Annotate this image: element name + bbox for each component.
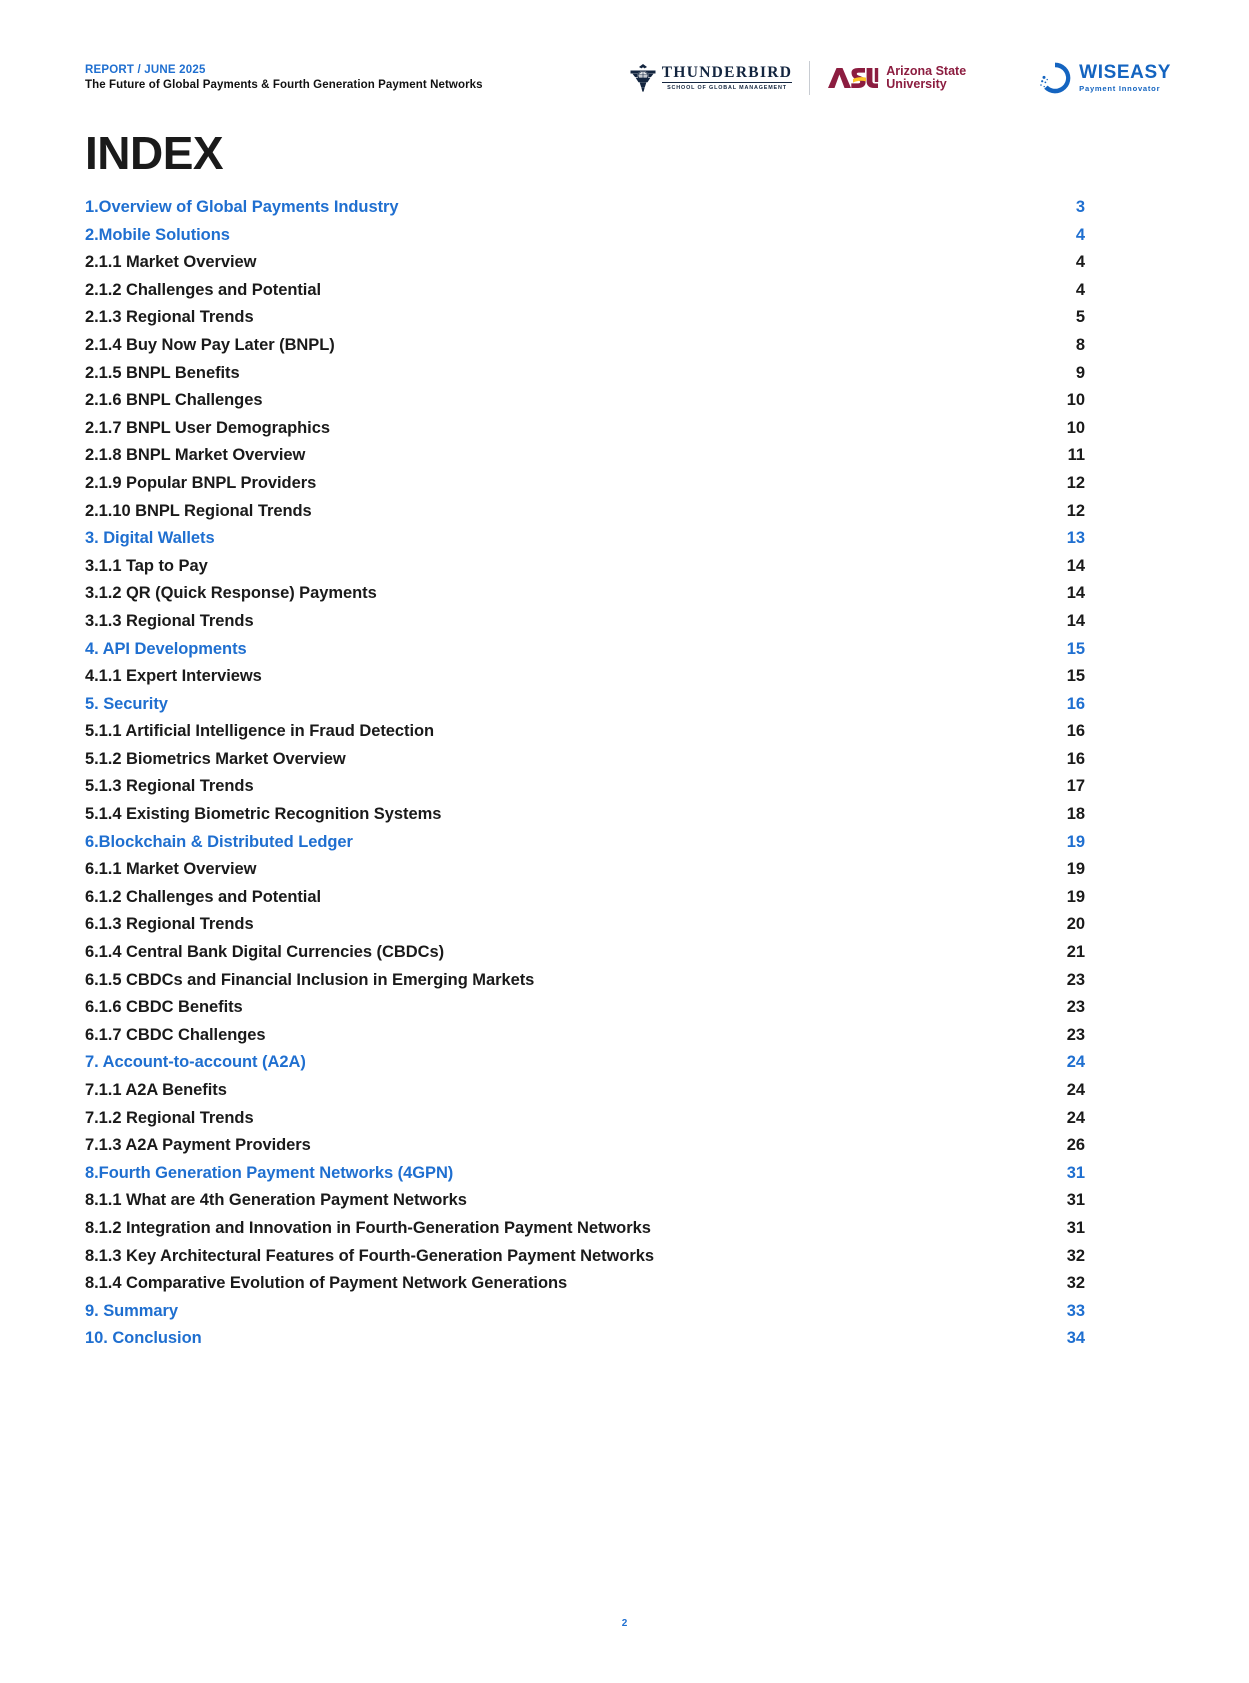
toc-entry-label: 5. Security	[85, 694, 168, 713]
toc-entry-label: 3. Digital Wallets	[85, 529, 215, 548]
toc-entry-label: 6.1.4 Central Bank Digital Currencies (CBDCs)	[85, 943, 445, 962]
toc-entry-label: 7. Account-to-account (A2A)	[85, 1053, 306, 1072]
toc-entry-label: 2.1.1 Market Overview	[85, 253, 257, 272]
toc-entry-page-number: 9	[1075, 363, 1085, 382]
toc-entry-page-number: 16	[1066, 749, 1085, 768]
toc-entry[interactable]	[85, 308, 1085, 336]
asu-wordmark	[886, 65, 966, 92]
toc-entry-page-number: 15	[1066, 667, 1085, 686]
toc-entry-label: 5.1.1 Artificial Intelligence in Fraud Detection	[85, 722, 435, 741]
toc-entry-page-number: 19	[1066, 860, 1085, 879]
report-subtitle: The Future of Global Payments & Fourth Generation Payment Networks	[85, 79, 483, 91]
toc-entry-label: 3.1.2 QR (Quick Response) Payments	[85, 584, 377, 603]
page-header	[0, 60, 1249, 106]
toc-entry-page-number: 14	[1066, 556, 1085, 575]
toc-entry-page-number: 3	[1075, 198, 1085, 216]
toc-entry[interactable]	[85, 281, 1085, 309]
toc-entry-page-number: 14	[1066, 584, 1085, 603]
toc-entry[interactable]	[85, 612, 1085, 640]
toc-entry-label: 5.1.2 Biometrics Market Overview	[85, 749, 346, 768]
toc-entry-label: 6.1.2 Challenges and Potential	[85, 887, 321, 906]
page-title: INDEX	[85, 127, 224, 179]
toc-entry-page-number: 32	[1066, 1274, 1085, 1293]
toc-entry[interactable]	[85, 1219, 1085, 1247]
toc-entry[interactable]	[85, 474, 1085, 502]
toc-entry[interactable]	[85, 971, 1085, 999]
wiseasy-circle-icon	[1038, 61, 1072, 95]
toc-entry-label: 7.1.3 A2A Payment Providers	[85, 1136, 311, 1155]
wiseasy-tagline: Payment Innovator	[1079, 83, 1161, 93]
toc-entry-label: 2.1.7 BNPL User Demographics	[85, 418, 330, 437]
toc-entry-page-number: 31	[1066, 1218, 1085, 1237]
toc-entry-page-number: 17	[1066, 777, 1085, 796]
toc-entry-page-number: 23	[1066, 970, 1085, 989]
toc-entry[interactable]	[85, 1053, 1085, 1081]
thunderbird-logo	[630, 63, 793, 93]
toc-entry-label: 7.1.2 Regional Trends	[85, 1108, 254, 1127]
toc-entry[interactable]	[85, 750, 1085, 778]
toc-entry-page-number: 34	[1066, 1329, 1085, 1348]
toc-entry[interactable]	[85, 998, 1085, 1026]
toc-entry-page-number: 18	[1066, 805, 1085, 824]
toc-entry[interactable]	[85, 667, 1085, 695]
toc-entry-page-number: 14	[1066, 611, 1085, 630]
header-logos	[630, 60, 1171, 95]
thunderbird-tagline: SCHOOL OF GLOBAL MANAGEMENT	[667, 85, 787, 92]
report-kicker: REPORT / JUNE 2025	[85, 64, 206, 76]
toc-entry[interactable]	[85, 226, 1085, 254]
toc-entry[interactable]	[85, 1109, 1085, 1137]
toc-entry-label: 8.1.3 Key Architectural Features of Fourth-Generation Payment Networks	[85, 1246, 654, 1265]
toc-entry-label: 1.Overview of Global Payments Industry	[85, 198, 399, 216]
toc-entry-label: 6.1.6 CBDC Benefits	[85, 998, 243, 1017]
toc-entry[interactable]	[85, 364, 1085, 392]
toc-entry[interactable]	[85, 1247, 1085, 1275]
toc-entry-page-number: 32	[1066, 1246, 1085, 1265]
toc-entry-label: 2.1.4 Buy Now Pay Later (BNPL)	[85, 335, 335, 354]
toc-entry-label: 4.1.1 Expert Interviews	[85, 667, 262, 686]
toc-entry[interactable]	[85, 1136, 1085, 1164]
toc-entry-page-number: 31	[1066, 1191, 1085, 1210]
toc-entry[interactable]	[85, 253, 1085, 281]
toc-entry-page-number: 8	[1075, 335, 1085, 354]
toc-entry-page-number: 19	[1066, 887, 1085, 906]
toc-entry-label: 9. Summary	[85, 1301, 179, 1320]
logo-divider	[809, 61, 810, 95]
toc-entry[interactable]	[85, 557, 1085, 585]
toc-entry-label: 2.1.8 BNPL Market Overview	[85, 446, 306, 465]
toc-entry-label: 2.1.9 Popular BNPL Providers	[85, 473, 317, 492]
toc-entry-label: 6.1.1 Market Overview	[85, 860, 257, 879]
toc-entry-label: 4. API Developments	[85, 639, 247, 658]
toc-entry-label: 2.1.3 Regional Trends	[85, 308, 254, 327]
toc-entry-page-number: 33	[1066, 1301, 1085, 1320]
toc-entry[interactable]	[85, 1302, 1085, 1330]
toc-entry-page-number: 15	[1066, 639, 1085, 658]
toc-entry-label: 7.1.1 A2A Benefits	[85, 1081, 227, 1099]
toc-entry-page-number: 4	[1075, 253, 1085, 272]
toc-entry[interactable]	[85, 584, 1085, 612]
toc-entry-page-number: 10	[1066, 391, 1085, 410]
toc-entry[interactable]	[85, 1164, 1085, 1192]
toc-entry[interactable]	[85, 860, 1085, 888]
wiseasy-name: WISEASY	[1079, 62, 1171, 84]
table-of-contents	[85, 198, 1085, 1357]
wiseasy-logo	[1038, 61, 1171, 95]
thunderbird-bird-icon	[630, 63, 656, 93]
toc-entry-page-number: 5	[1075, 308, 1085, 327]
asu-line-2: University	[886, 77, 947, 91]
toc-entry[interactable]	[85, 198, 1085, 226]
toc-entry-label: 5.1.4 Existing Biometric Recognition Systems	[85, 805, 442, 824]
toc-entry-label: 8.1.1 What are 4th Generation Payment Networks	[85, 1191, 467, 1210]
toc-entry-page-number: 31	[1066, 1163, 1085, 1182]
toc-entry-page-number: 23	[1066, 1025, 1085, 1044]
toc-entry-page-number: 10	[1066, 418, 1085, 437]
toc-entry-label: 2.1.5 BNPL Benefits	[85, 363, 240, 382]
toc-entry-label: 8.Fourth Generation Payment Networks (4GPN)	[85, 1163, 454, 1182]
toc-entry-label: 2.1.6 BNPL Challenges	[85, 391, 263, 410]
toc-entry-page-number: 23	[1066, 998, 1085, 1017]
toc-entry[interactable]	[85, 391, 1085, 419]
toc-entry[interactable]	[85, 805, 1085, 833]
toc-entry[interactable]	[85, 1026, 1085, 1054]
toc-entry-label: 3.1.3 Regional Trends	[85, 611, 254, 630]
footer-page-number: 2	[621, 1617, 628, 1629]
toc-entry[interactable]	[85, 915, 1085, 943]
toc-entry-page-number: 11	[1067, 446, 1085, 465]
toc-entry-page-number: 26	[1066, 1136, 1085, 1155]
asu-monogram-icon	[827, 65, 879, 91]
toc-entry-page-number: 4	[1075, 280, 1085, 299]
toc-entry-page-number: 24	[1066, 1081, 1085, 1099]
toc-entry-label: 2.1.10 BNPL Regional Trends	[85, 501, 312, 520]
page-footer	[0, 1563, 1249, 1683]
toc-entry-label: 3.1.1 Tap to Pay	[85, 556, 208, 575]
toc-entry[interactable]	[85, 833, 1085, 861]
toc-entry[interactable]	[85, 640, 1085, 668]
toc-entry-label: 6.1.5 CBDCs and Financial Inclusion in Emerging Markets	[85, 970, 535, 989]
toc-entry-page-number: 21	[1066, 943, 1085, 962]
thunderbird-name: THUNDERBIRD	[662, 65, 793, 84]
toc-entry-label: 6.1.7 CBDC Challenges	[85, 1025, 266, 1044]
toc-entry[interactable]	[85, 502, 1085, 530]
toc-entry-page-number: 24	[1066, 1053, 1085, 1072]
toc-entry[interactable]	[85, 419, 1085, 447]
header-report-info	[85, 60, 483, 91]
toc-entry-page-number: 16	[1066, 694, 1085, 713]
toc-entry[interactable]	[85, 1191, 1085, 1219]
toc-entry[interactable]	[85, 529, 1085, 557]
toc-entry[interactable]	[85, 336, 1085, 364]
toc-entry-page-number: 13	[1066, 529, 1085, 548]
toc-entry[interactable]	[85, 446, 1085, 474]
toc-entry[interactable]	[85, 722, 1085, 750]
toc-entry-label: 6.Blockchain & Distributed Ledger	[85, 832, 353, 851]
toc-entry[interactable]	[85, 1274, 1085, 1302]
toc-entry-page-number: 12	[1066, 473, 1085, 492]
toc-entry-label: 8.1.2 Integration and Innovation in Fourth-Generation Payment Networks	[85, 1218, 651, 1237]
toc-entry-page-number: 12	[1066, 501, 1085, 520]
toc-entry[interactable]	[85, 695, 1085, 723]
thunderbird-wordmark	[662, 65, 793, 92]
toc-entry[interactable]	[85, 1329, 1085, 1357]
toc-entry[interactable]	[85, 777, 1085, 805]
toc-entry-label: 8.1.4 Comparative Evolution of Payment Network Generations	[85, 1274, 568, 1293]
toc-entry[interactable]	[85, 943, 1085, 971]
toc-entry-page-number: 19	[1066, 832, 1085, 851]
toc-entry-page-number: 16	[1066, 722, 1085, 741]
toc-entry-page-number: 4	[1075, 225, 1085, 244]
toc-entry-label: 2.Mobile Solutions	[85, 225, 230, 244]
asu-line-1: Arizona State	[886, 63, 967, 78]
toc-entry[interactable]	[85, 888, 1085, 916]
toc-entry-page-number: 24	[1066, 1108, 1085, 1127]
toc-entry-page-number: 20	[1066, 915, 1085, 934]
toc-entry[interactable]	[85, 1081, 1085, 1109]
toc-entry-label: 5.1.3 Regional Trends	[85, 777, 254, 796]
wiseasy-wordmark	[1079, 63, 1171, 92]
toc-entry-label: 10. Conclusion	[85, 1329, 202, 1348]
toc-entry-label: 6.1.3 Regional Trends	[85, 915, 254, 934]
toc-entry-label: 2.1.2 Challenges and Potential	[85, 280, 321, 299]
asu-logo	[827, 65, 966, 92]
